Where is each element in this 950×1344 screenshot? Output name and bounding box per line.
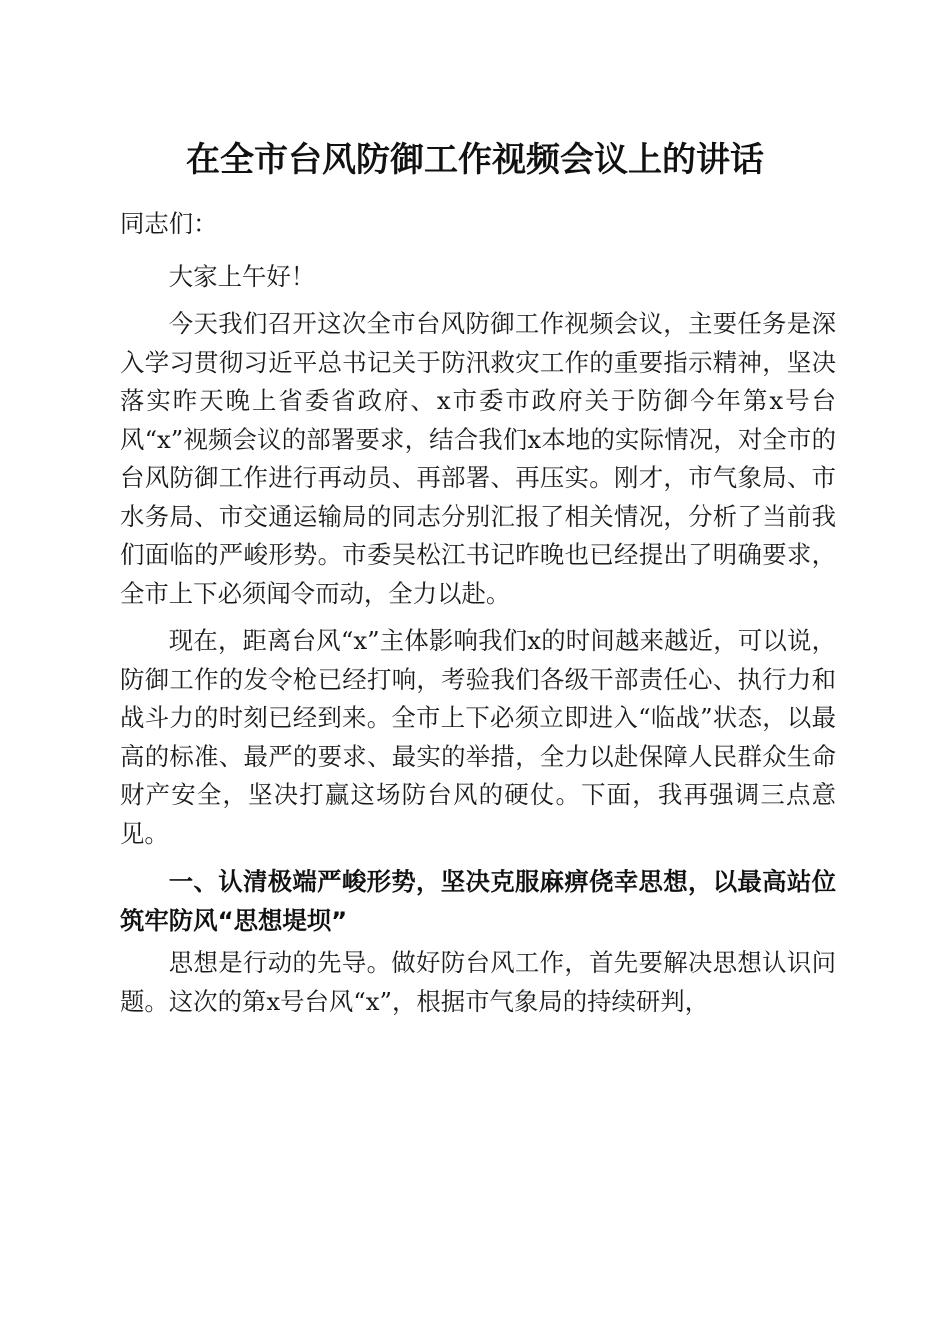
section-1-paragraph: 思想是行动的先导。做好防台风工作，首先要解决思想认识问题。这次的第x号台风“x”，根据市气象局的持续研判， [120, 948, 836, 1016]
document-body [120, 205, 836, 1021]
document-title: 在全市台风防御工作视频会议上的讲话 [186, 140, 764, 180]
paragraph-situation: 现在，距离台风“x”主体影响我们x的时间越来越近，可以说，防御工作的发令枪已经打响，考验我们各级干部责任心、执行力和战斗力的时刻已经到来。全市上下必须立即进入“临战”状态，以最高的标准、最严的要求、最实的举措，全力以赴保障人民群众生命财产安全，坚决打赢这场防台风的硬仗。下面，我再强调三点意见。 [120, 626, 836, 848]
salutation: 同志们： [120, 209, 218, 238]
greeting: 大家上午好！ [168, 261, 316, 291]
section-heading-1: 一、认清极端严峻形势，坚决克服麻痹侥幸思想，以最高站位筑牢防风“思想堤坝” [120, 867, 836, 935]
paragraph-intro: 今天我们召开这次全市台风防御工作视频会议，主要任务是深入学习贯彻习近平总书记关于防汛救灾工作的重要指示精神，坚决落实昨天晚上省委省政府、x市委市政府关于防御今年第x号台风“x”视频会议的部署要求，结合我们x本地的实际情况，对全市的台风防御工作进行再动员、再部署、再压实。刚才，市气象局、市水务局、市交通运输局的同志分别汇报了相关情况，分析了当前我们面临的严峻形势。市委吴松江书记昨晚也已经提出了明确要求，全市上下必须闻令而动，全力以赴。 [120, 309, 836, 608]
